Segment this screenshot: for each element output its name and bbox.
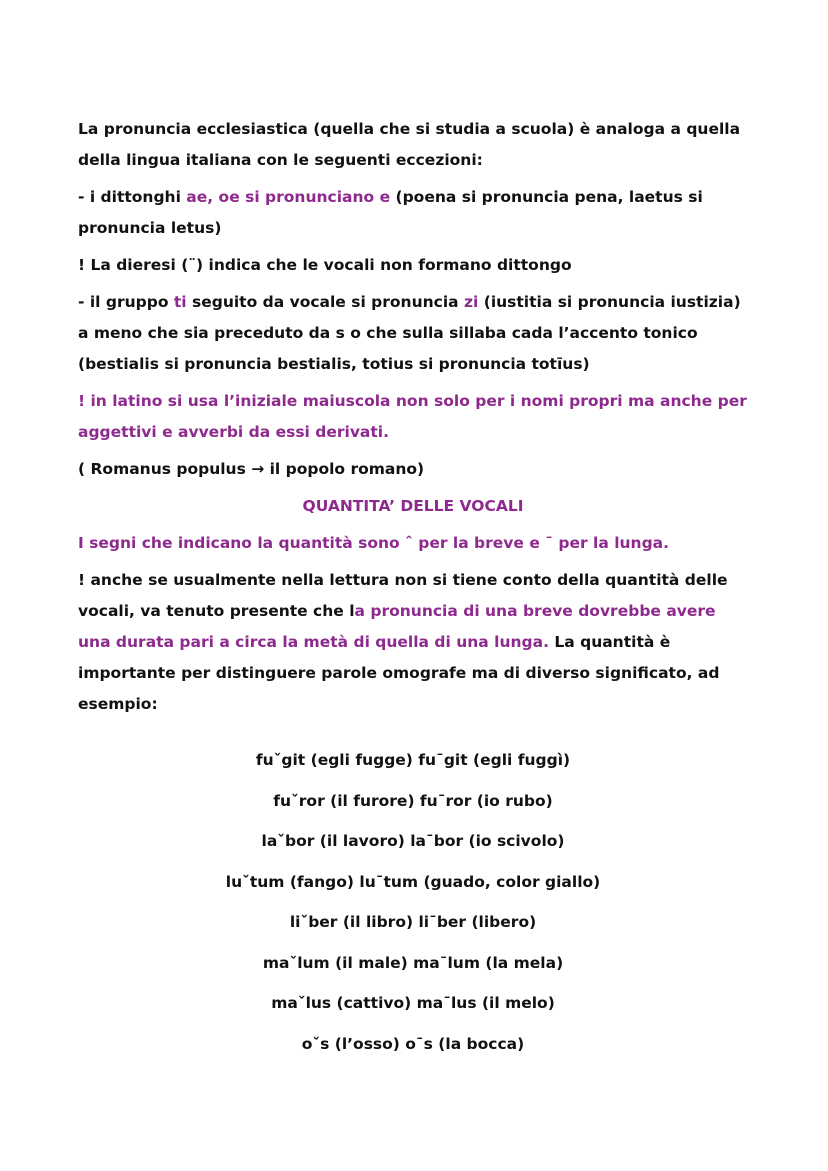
rule-dittonghi xyxy=(78,182,748,213)
example-item: maˇlum (il male) maˉlum (la mela) xyxy=(262,953,564,972)
section-title: QUANTITA’ DELLE VOCALI xyxy=(302,497,524,515)
maiuscola-example: ( Romanus populus → il popolo romano) xyxy=(78,460,425,478)
rule-ti-pre: - il gruppo xyxy=(78,293,174,311)
lettura-note-line-3-highlight: una durata pari a circa la metà di quella di una lunga. xyxy=(78,633,549,651)
intro-line-1: La pronuncia ecclesiastica (quella che si studia a scuola) è analoga a quella xyxy=(78,120,741,138)
maiuscola-note-line-1: ! in latino si usa l’iniziale maiuscola non solo per i nomi propri ma anche per xyxy=(78,392,747,410)
rule-ti-line-2: a meno che sia preceduto da s o che sulla sillaba cada l’accento tonico xyxy=(78,324,698,342)
rule-ti-mid: seguito da vocale si pronuncia xyxy=(186,293,464,311)
rule-ti-highlight-zi: zi xyxy=(464,293,479,311)
rule-dittonghi-highlight: ae, oe si pronunciano e xyxy=(186,188,391,206)
intro-line-2: della lingua italiana con le seguenti eccezioni: xyxy=(78,151,483,169)
example-item: fuˇror (il furore) fuˉror (io rubo) xyxy=(273,791,553,810)
rule-ti-highlight-ti: ti xyxy=(173,293,187,311)
lettura-note-line-5: esempio: xyxy=(78,695,158,713)
maiuscola-note-line-2: aggettivi e avverbi da essi derivati. xyxy=(78,423,390,441)
rule-ti-post: (iustitia si pronuncia iustizia) xyxy=(478,293,741,311)
rule-dittonghi-post: (poena si pronuncia pena, laetus si xyxy=(390,188,703,206)
dieresi-note: ! La dieresi (¨) indica che le vocali non formano dittongo xyxy=(78,256,572,274)
lettura-note-line-2-highlight: a pronuncia di una breve dovrebbe avere xyxy=(354,602,716,620)
example-item: maˇlus (cattivo) maˉlus (il melo) xyxy=(271,994,555,1012)
examples-list xyxy=(78,740,748,1064)
lettura-note-line-1: ! anche se usualmente nella lettura non si tiene conto della quantità delle xyxy=(78,571,728,589)
example-item: fuˇgit (egli fugge) fuˉgit (egli fuggì) xyxy=(255,751,571,769)
lettura-note-line-3-post: La quantità è xyxy=(548,633,671,651)
rule-dittonghi-pre: - i dittonghi xyxy=(78,188,187,206)
rule-dittonghi-line-2: pronuncia letus) xyxy=(78,219,222,237)
lettura-note-line-2 xyxy=(78,596,748,627)
example-item: luˇtum (fango) luˉtum (guado, color giallo) xyxy=(225,872,601,891)
example-item: laˇbor (il lavoro) laˉbor (io scivolo) xyxy=(261,832,565,850)
lettura-note-line-4: importante per distinguere parole omografe ma di diverso significato, ad xyxy=(78,664,720,682)
rule-ti xyxy=(78,287,748,318)
segni-line: I segni che indicano la quantità sono ˆ per la breve e ˉ per la lunga. xyxy=(78,534,670,552)
example-item: oˇs (l’osso) oˉs (la bocca) xyxy=(301,1034,525,1053)
lettura-note-line-3 xyxy=(78,627,748,658)
document-body xyxy=(78,114,748,1064)
lettura-note-line-2-pre: vocali, va tenuto presente che l xyxy=(78,602,355,620)
rule-ti-line-3: (bestialis si pronuncia bestialis, totius si pronuncia totīus) xyxy=(78,355,590,373)
example-item: liˇber (il libro) liˉber (libero) xyxy=(289,913,537,931)
